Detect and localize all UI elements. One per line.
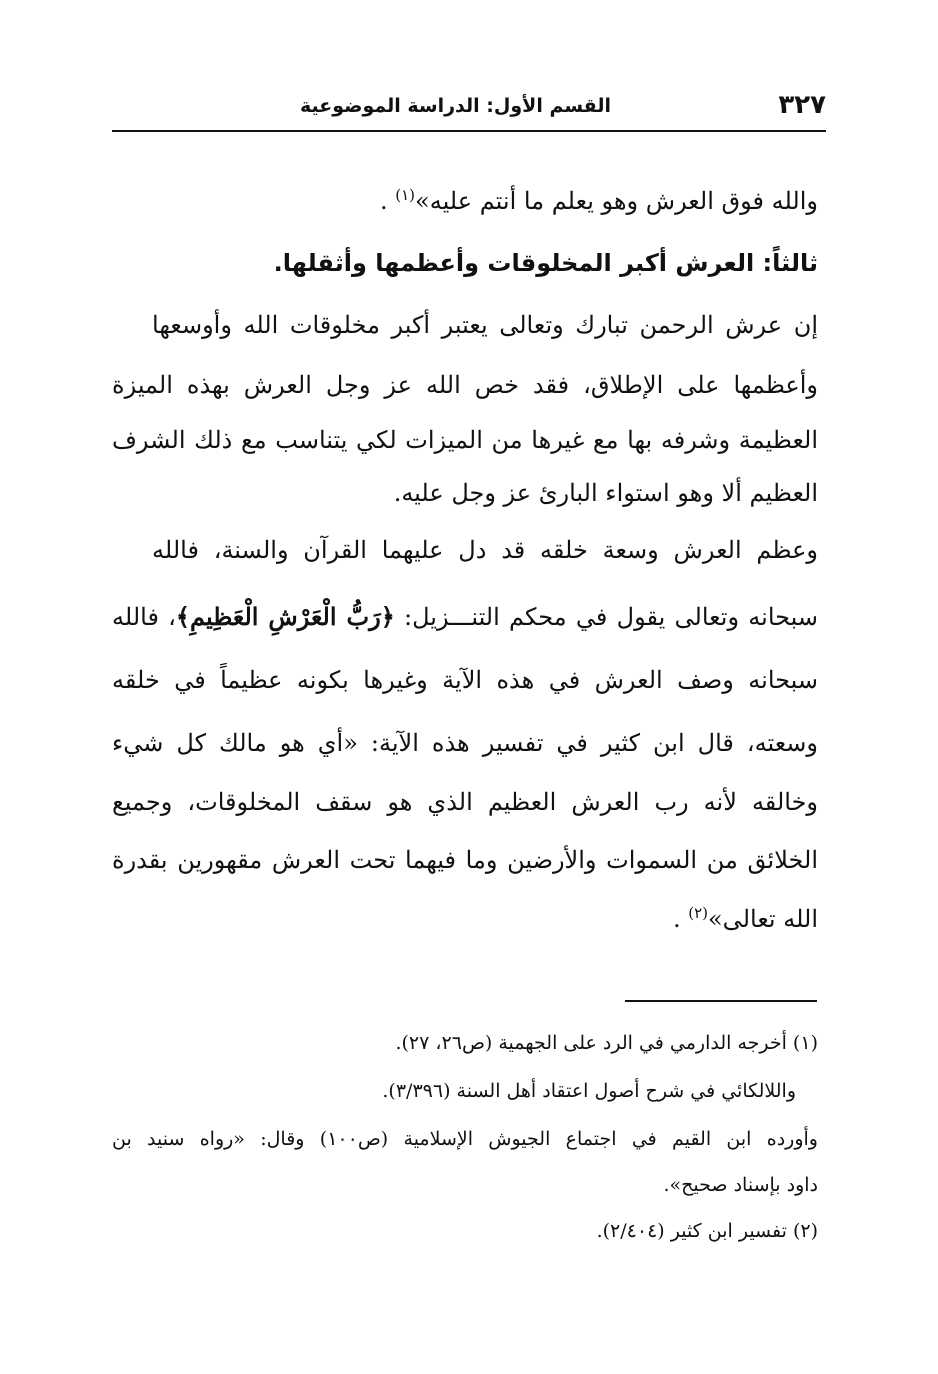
para2-line-7-end: . [672,905,689,933]
quran-verse: ﴿رَبُّ الْعَرْشِ الْعَظِيمِ﴾ [175,602,395,631]
footnote-1-line-2: واللالكائي في شرح أصول اعتقاد أهل السنة (٣/٣٩٦). [382,1080,796,1102]
footnote-1-line-3: وأورده ابن القيم في اجتماع الجيوش الإسلامية (ص١٠٠) وقال: «رواه سنيد بن [112,1128,818,1150]
para2-line-7-text: الله تعالى» [708,905,818,933]
para2-line-5: وخالقه لأنه رب العرش العظيم الذي هو سقف المخلوقات، وجميع [112,788,818,816]
body-line-1 [112,186,818,216]
body-line-1-end: . [379,187,396,215]
para2-line-4: وسعته، قال ابن كثير في تفسير هذه الآية: «أي هو مالك كل شيء [112,729,818,757]
para2-line-2-start: سبحانه وتعالى يقول في محكم التنـــزيل: [394,603,818,631]
para2-line-2-end: ، فالله [112,603,176,631]
footnote-1-line-4: داود بإسناد صحيح». [663,1174,818,1196]
header-rule [112,130,826,132]
para2-line-7 [112,904,818,934]
para1-line-3: العظيمة وشرفه بها مع غيرها من الميزات لكي يتناسب مع ذلك الشرف [112,426,818,454]
footnote-ref-1: (١) [395,186,416,204]
body-line-1-text: والله فوق العرش وهو يعلم ما أنتم عليه» [415,187,818,215]
section-heading: ثالثاً: العرش أكبر المخلوقات وأعظمها وأثقلها. [273,249,818,277]
footnote-ref-2: (٢) [688,904,708,922]
footnote-2: (٢) تفسير ابن كثير (٢/٤٠٤). [596,1220,818,1242]
running-title: القسم الأول: الدراسة الموضوعية [299,95,611,117]
para1-line-4: العظيم ألا وهو استواء البارئ عز وجل عليه. [393,479,818,507]
para2-line-6: الخلائق من السموات والأرضين وما فيهما تحت العرش مقهورين بقدرة [112,846,818,874]
para2-line-2 [112,602,818,632]
page-header [112,88,826,128]
para1-line-2: وأعظمها على الإطلاق، فقد خص الله عز وجل العرش بهذه الميزة [112,371,818,399]
page-number: ٣٢٧ [778,90,826,120]
footnote-1-line-1: (١) أخرجه الدارمي في الرد على الجهمية (ص٢٦، ٢٧). [395,1032,818,1054]
para1-line-1: إن عرش الرحمن تبارك وتعالى يعتبر أكبر مخلوقات الله وأوسعها [152,311,818,339]
para2-line-1: وعظم العرش وسعة خلقه قد دل عليهما القرآن والسنة، فالله [152,536,818,564]
footnote-rule [625,1000,817,1002]
para2-line-3: سبحانه وصف العرش في هذه الآية وغيرها بكونه عظيماً في خلقه [112,666,818,694]
